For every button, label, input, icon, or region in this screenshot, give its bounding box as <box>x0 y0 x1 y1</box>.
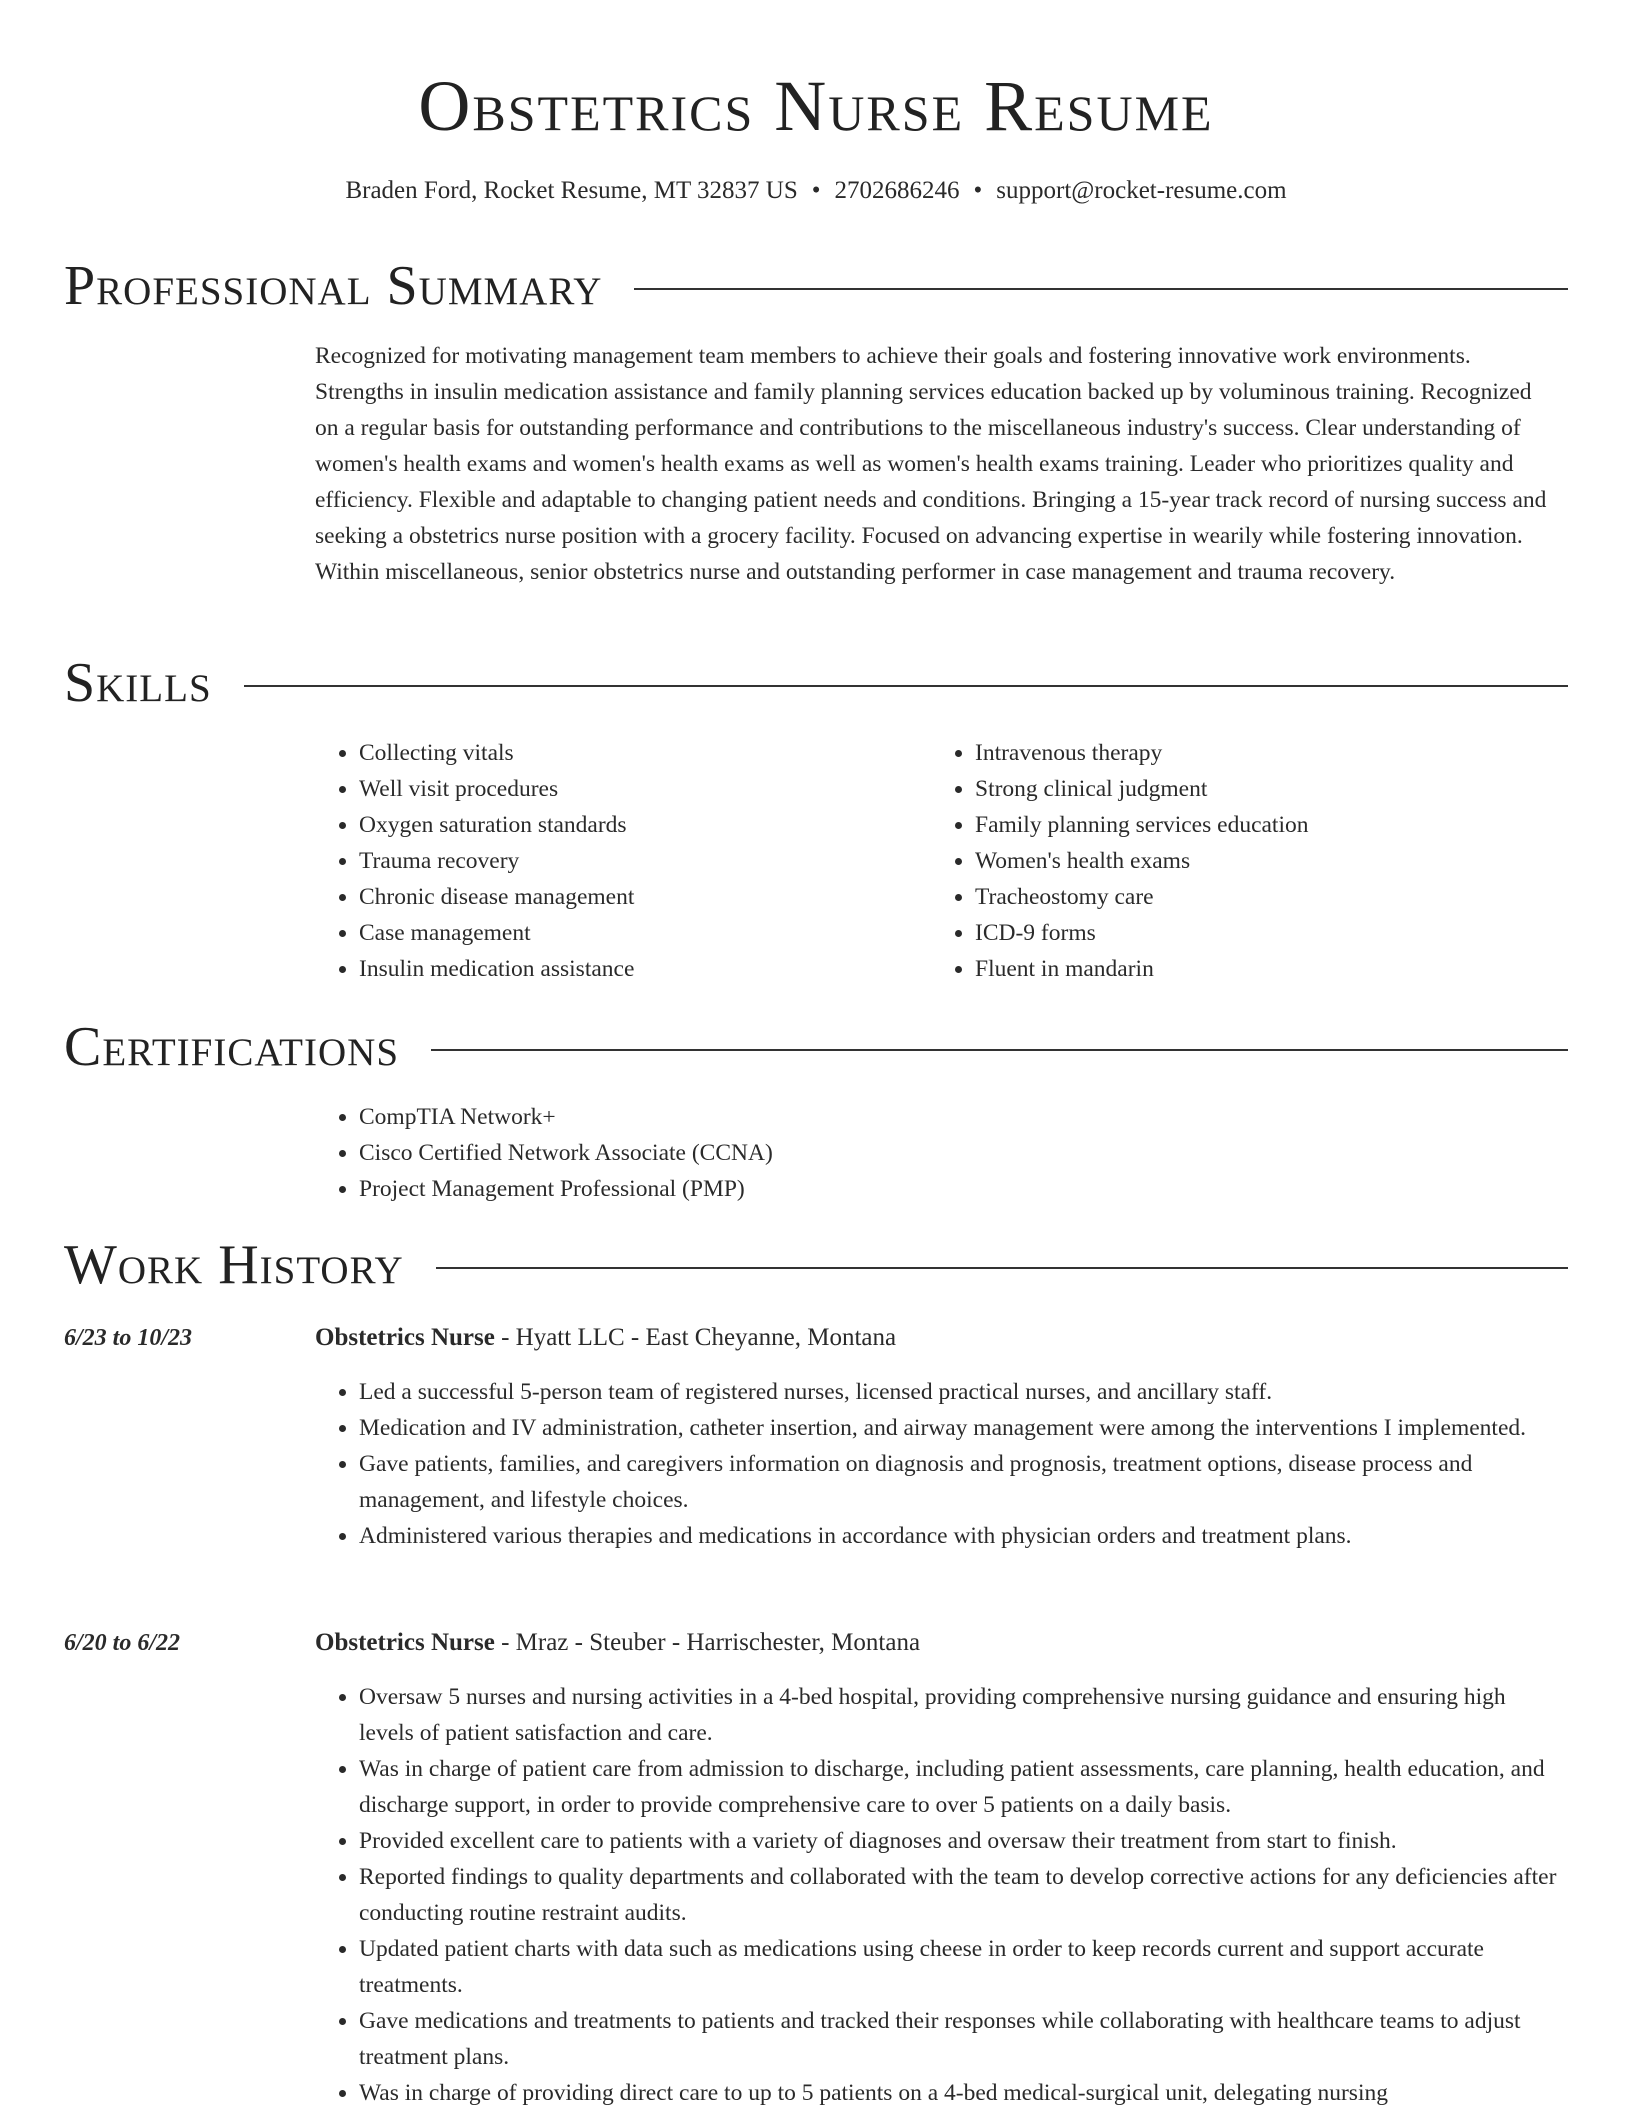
skill-item: • Tracheostomy care <box>975 879 1551 915</box>
section-divider <box>244 685 1568 687</box>
job-bullet: • Gave patients, families, and caregivers information on diagnosis and prognosis, treatment options, disease process and management, and lifestyle choices. <box>359 1446 1560 1518</box>
job-dates: 6/20 to 6/22 <box>64 1630 181 1656</box>
job-bullet: • Led a successful 5-person team of registered nurses, licensed practical nurses, and ancillary staff. <box>359 1374 1560 1410</box>
certifications-heading: Certifications <box>64 1016 400 1078</box>
job-bullets <box>315 1374 1560 1554</box>
skill-item: • Women's health exams <box>975 843 1551 879</box>
job-bullet: • Gave medications and treatments to patients and tracked their responses while collaborating with healthcare teams to adjust treatment plans. <box>359 2003 1560 2075</box>
contact-address: Braden Ford, Rocket Resume, MT 32837 US <box>345 177 798 204</box>
job-bullet: • Oversaw 5 nurses and nursing activities in a 4-bed hospital, providing comprehensive nursing guidance and ensuring high levels of patient satisfaction and care. <box>359 1679 1560 1751</box>
certifications-section-header <box>64 1015 1568 1079</box>
job-role: Obstetrics Nurse <box>315 1629 495 1656</box>
job-bullet: • Administered various therapies and medications in accordance with physician orders and treatment plans. <box>359 1518 1560 1554</box>
skill-item: • Well visit procedures <box>359 771 915 807</box>
skills-list-left <box>315 735 915 987</box>
section-divider <box>634 288 1568 290</box>
work-history-heading: Work History <box>64 1234 404 1296</box>
job-bullet: • Was in charge of patient care from admission to discharge, including patient assessments, care planning, health education, and discharge support, in order to provide comprehensive care to over 5 patients on a daily basis. <box>359 1751 1560 1823</box>
skill-item: • Oxygen saturation standards <box>359 807 915 843</box>
skill-item: • Intravenous therapy <box>975 735 1551 771</box>
contact-line <box>0 174 1632 208</box>
job-dates: 6/23 to 10/23 <box>64 1325 193 1351</box>
skill-item: • Case management <box>359 915 915 951</box>
certifications-list <box>315 1099 1555 1207</box>
job-employer-location: - Hyatt LLC - East Cheyanne, Montana <box>494 1324 897 1351</box>
section-divider <box>431 1049 1568 1051</box>
skill-item: • Insulin medication assistance <box>359 951 915 987</box>
job-bullet: • Medication and IV administration, catheter insertion, and airway management were among the interventions I implemented. <box>359 1410 1560 1446</box>
job-bullet: • Was in charge of providing direct care to up to 5 patients on a 4-bed medical-surgical unit, delegating nursing <box>359 2075 1560 2111</box>
job-bullet: • Provided excellent care to patients with a variety of diagnoses and oversaw their treatment from start to finish. <box>359 1823 1560 1859</box>
skills-list-right <box>931 735 1551 987</box>
skill-item: • Family planning services education <box>975 807 1551 843</box>
contact-separator: • <box>811 177 821 204</box>
job-role: Obstetrics Nurse <box>315 1324 495 1351</box>
job-bullets <box>315 1679 1560 2111</box>
section-divider <box>436 1267 1568 1269</box>
summary-section-header <box>64 254 1568 318</box>
job-bullet: • Reported findings to quality departments and collaborated with the team to develop corrective actions for any deficiencies after conducting routine restraint audits. <box>359 1859 1560 1931</box>
contact-separator: • <box>973 177 983 204</box>
skill-item: • Trauma recovery <box>359 843 915 879</box>
certification-item: • CompTIA Network+ <box>359 1099 1555 1135</box>
job-title-line <box>315 1320 896 1356</box>
skill-item: • Collecting vitals <box>359 735 915 771</box>
summary-heading: Professional Summary <box>64 255 603 317</box>
summary-text: Recognized for motivating management team members to achieve their goals and fostering innovative work environments. Strengths in insulin medication assistance and family planning services education backed up by voluminous training. Recognized on a regular basis for outstanding performance and contributions to the miscellaneous industry's success. Clear understanding of women's health exams and women's health exams as well as women's health exams training. Leader who prioritizes quality and efficiency. Flexible and adaptable to changing patient needs and conditions. Bringing a 15-year track record of nursing success and seeking a obstetrics nurse position with a grocery facility. Focused on advancing expertise in wearily while fostering innovation. Within miscellaneous, senior obstetrics nurse and outstanding performer in case management and trauma recovery. <box>315 343 1547 585</box>
resume-title: Obstetrics Nurse Resume <box>418 66 1214 146</box>
job-employer-location: - Mraz - Steuber - Harrischester, Montana <box>494 1629 921 1656</box>
job-bullet: • Updated patient charts with data such as medications using cheese in order to keep records current and support accurate treatments. <box>359 1931 1560 2003</box>
certification-item: • Project Management Professional (PMP) <box>359 1171 1555 1207</box>
skill-item: • Strong clinical judgment <box>975 771 1551 807</box>
skill-item: • ICD-9 forms <box>975 915 1551 951</box>
contact-phone: 2702686246 <box>834 177 960 204</box>
skill-item: • Fluent in mandarin <box>975 951 1551 987</box>
work-history-section-header <box>64 1233 1568 1297</box>
contact-email: support@rocket-resume.com <box>996 177 1287 204</box>
skills-section-header <box>64 651 1568 715</box>
job-title-line <box>315 1625 920 1661</box>
certification-item: • Cisco Certified Network Associate (CCNA) <box>359 1135 1555 1171</box>
skill-item: • Chronic disease management <box>359 879 915 915</box>
skills-heading: Skills <box>64 652 212 714</box>
